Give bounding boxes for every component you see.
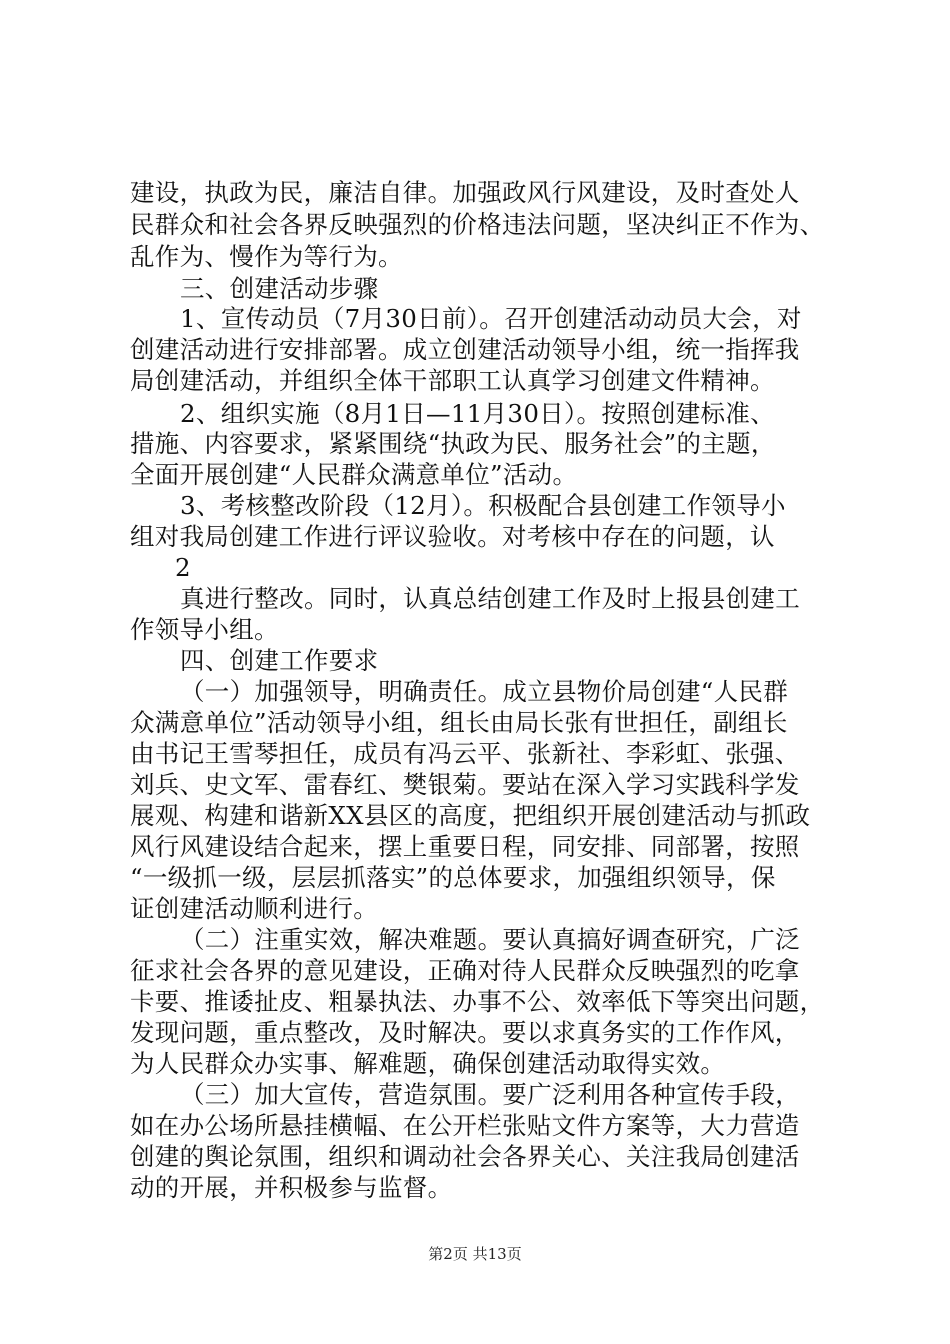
body-line: 众满意单位”活动领导小组，组长由局长张有世担任，副组长 [130,708,788,737]
body-line: 措施、内容要求，紧紧围绕“执政为民、服务社会”的主题， [130,429,776,458]
body-line: 1、宣传动员（7月30日前）。召开创建活动动员大会，对 [180,304,802,333]
body-line: 展观、构建和谐新XX县区的高度，把组织开展创建活动与抓政 [130,801,811,830]
body-line: 风行风建设结合起来，摆上重要日程，同安排、同部署，按照 [130,832,800,861]
body-line: 卡要、推诿扯皮、粗暴执法、办事不公、效率低下等突出问题， [130,987,825,1016]
body-line: 发现问题，重点整改，及时解决。要以求真务实的工作作风， [130,1018,800,1047]
body-line: （三）加大宣传，营造氛围。要广泛利用各种宣传手段， [180,1080,800,1109]
body-line: 动的开展，并积极参与监督。 [130,1173,453,1202]
section-heading: 三、创建活动步骤 [180,274,379,303]
body-line: 证创建活动顺利进行。 [130,894,378,923]
section-heading: 四、创建工作要求 [180,646,379,675]
body-line: （二）注重实效，解决难题。要认真搞好调查研究，广泛 [180,925,800,954]
body-line: 刘兵、史文军、雷春红、樊银菊。要站在深入学习实践科学发 [130,770,800,799]
body-line: 全面开展创建“人民群众满意单位”活动。 [130,460,578,489]
body-line: 组对我局创建工作进行评议验收。对考核中存在的问题，认 [130,522,775,551]
body-line: 局创建活动，并组织全体干部职工认真学习创建文件精神。 [130,366,775,395]
body-line: 乱作为、慢作为等行为。 [130,242,403,271]
body-line: 征求社会各界的意见建设，正确对待人民群众反映强烈的吃拿 [130,956,800,985]
body-line: “一级抓一级，层层抓落实”的总体要求，加强组织领导，保 [130,863,776,892]
body-line: 创建的舆论氛围，组织和调动社会各界关心、关注我局创建活 [130,1142,800,1171]
body-line: 如在办公场所悬挂横幅、在公开栏张贴文件方案等，大力营造 [130,1111,800,1140]
page-footer: 第2页 共13页 [428,1245,522,1263]
body-line: （一）加强领导，明确责任。成立县物价局创建“人民群 [180,677,789,706]
body-line: 创建活动进行安排部署。成立创建活动领导小组，统一指挥我 [130,335,800,364]
body-line: 3、考核整改阶段（12月）。积极配合县创建工作领导小 [180,491,786,520]
body-line: 由书记王雪琴担任，成员有冯云平、张新社、李彩虹、张强、 [130,739,800,768]
body-line: 建设，执政为民，廉洁自律。加强政风行风建设，及时查处人 [130,178,800,207]
body-line: 作领导小组。 [130,615,279,644]
body-line: 真进行整改。同时，认真总结创建工作及时上报县创建工 [180,584,800,613]
inline-page-number: 2 [175,553,191,582]
body-line: 民群众和社会各界反映强烈的价格违法问题，坚决纠正不作为、 [130,210,825,239]
body-line: 2、组织实施（8月1日—11月30日）。按照创建标准、 [180,399,775,428]
body-line: 为人民群众办实事、解难题，确保创建活动取得实效。 [130,1049,726,1078]
